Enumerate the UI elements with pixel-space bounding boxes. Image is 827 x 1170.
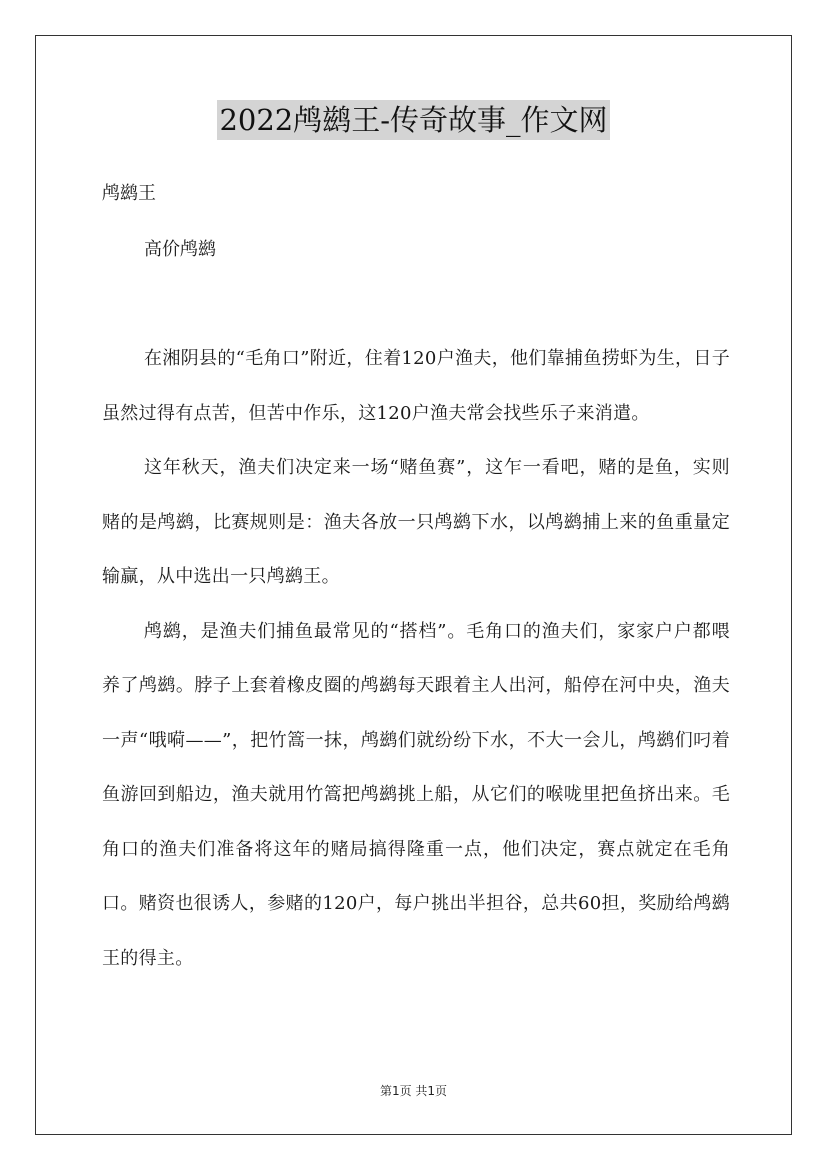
paragraph-1: 在湘阴县的“毛角口”附近，住着120户渔夫，他们靠捕鱼捞虾为生，日子虽然过得有点苦，但苦中作乐，这120户渔夫常会找些乐子来消遣。 (102, 348, 730, 424)
title-container (0, 100, 827, 140)
paragraph-2: 这年秋天，渔夫们决定来一场“赌鱼赛”，这乍一看吧，赌的是鱼，实则赌的是鸬鹚，比赛规则是：渔夫各放一只鸬鹚下水，以鸬鹚捕上来的鱼重量定输赢，从中选出一只鸬鹚王。 (102, 457, 730, 587)
document-body (102, 172, 730, 986)
subheading: 高价鸬鹚 (144, 239, 216, 260)
paragraph-3: 鸬鹚，是渔夫们捕鱼最常见的“搭档”。毛角口的渔夫们，家家户户都喂养了鸬鹚。脖子上套着橡皮圈的鸬鹚每天跟着主人出河，船停在河中央，渔夫一声“哦嗬——”，把竹篙一抹，鸬鹚们就纷纷下水，不大一会儿，鸬鹚们叼着鱼游回到船边，渔夫就用竹篙把鸬鹚挑上船，从它们的喉咙里把鱼挤出来。毛角口的渔夫们准备将这年的赌局搞得隆重一点，他们决定，赛点就定在毛角口。赌资也很诱人，参赌的120户，每户挑出半担谷，总共60担，奖励给鸬鹚王的得主。 (102, 620, 730, 969)
document-title: 2022鸬鹚王-传奇故事_作文网 (217, 100, 609, 140)
page-footer (0, 1082, 827, 1099)
page-number: 第1页 共1页 (379, 1084, 448, 1098)
section-heading: 鸬鹚王 (102, 183, 156, 204)
